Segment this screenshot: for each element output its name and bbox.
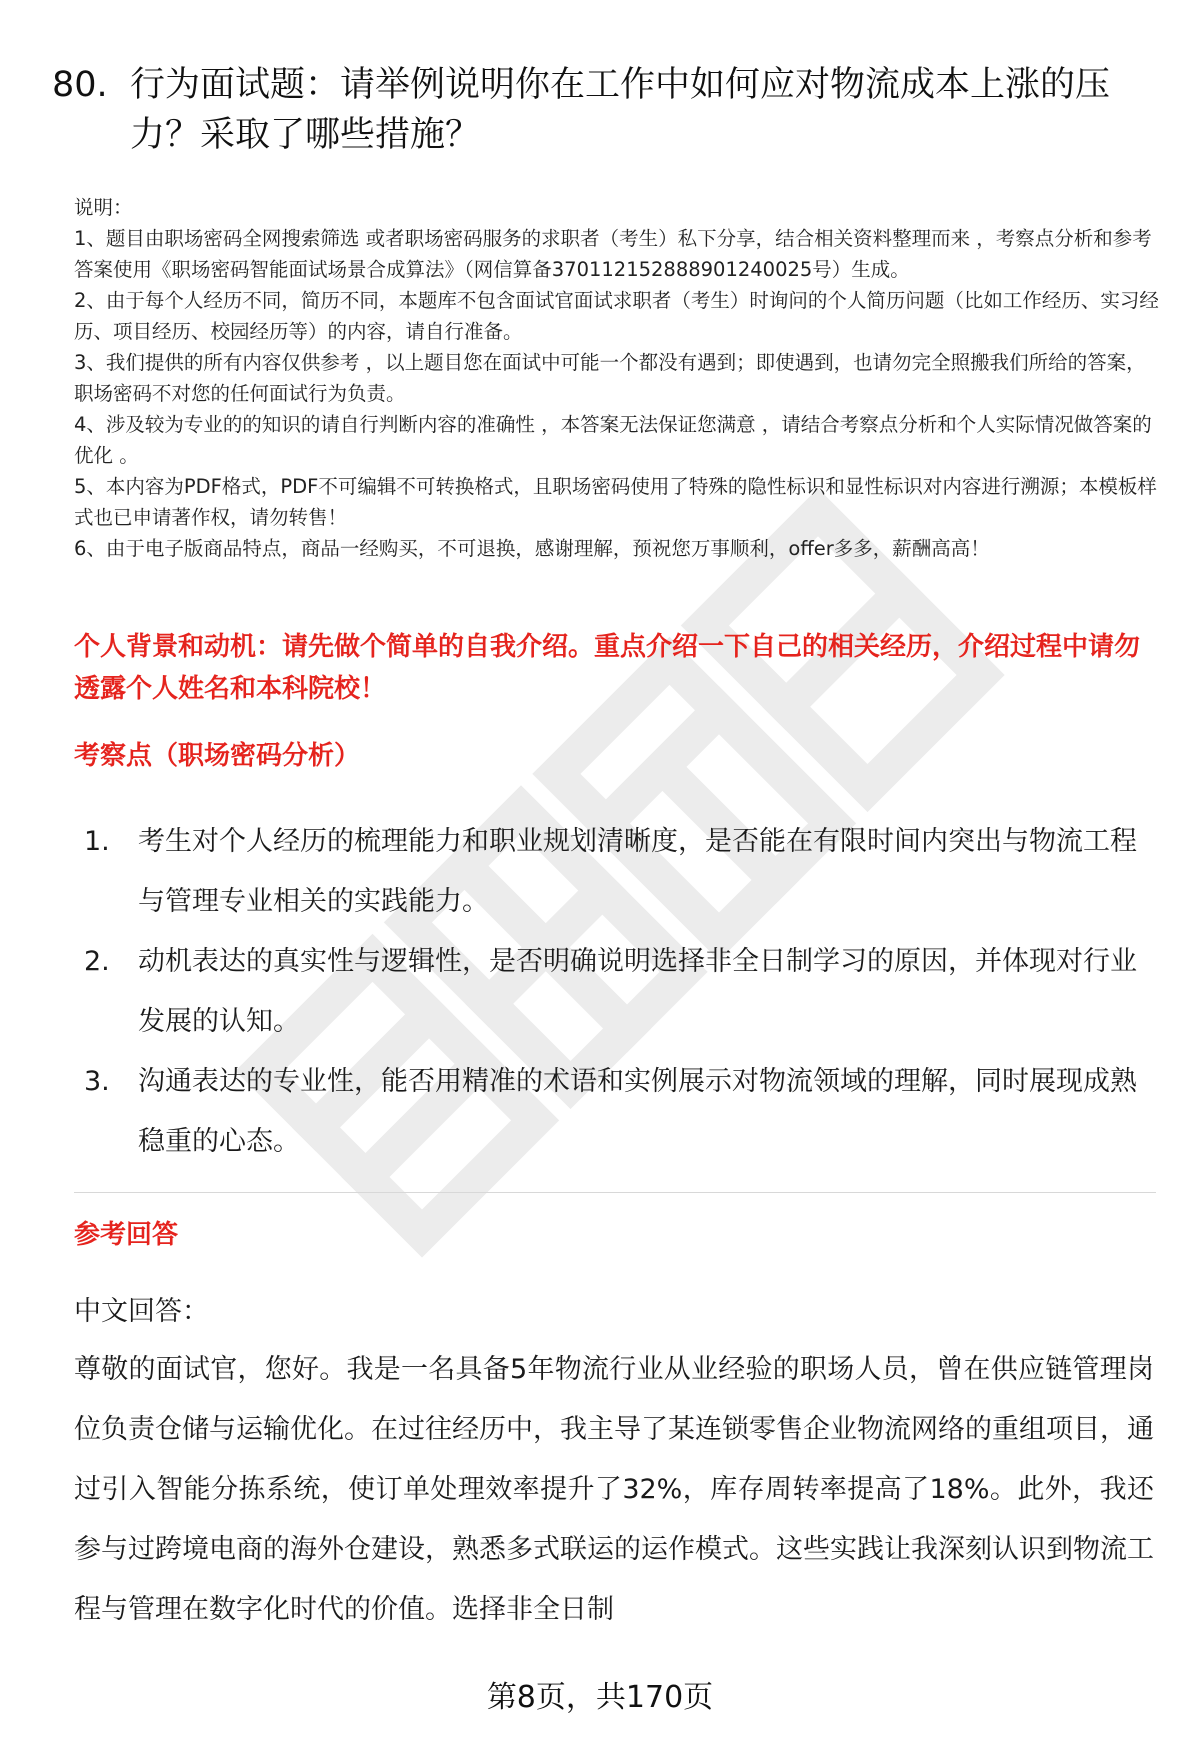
page-footer: 第8页，共170页 [486, 1680, 714, 1715]
note-item: 3、我们提供的所有内容仅供参考 ，以上题目您在面试中可能一个都没有遇到；即使遇到，也请勿完全照搬我们所给的答案，职场密码不对您的任何面试行为负责。 [74, 351, 1146, 405]
point-number: 2. [84, 946, 110, 977]
list-item [74, 932, 1154, 1052]
note-item: 2、由于每个人经历不同，简历不同，本题库不包含面试官面试求职者（考生）时询问的个人简历问题（比如工作经历、实习经历、项目经历、校园经历等）的内容，请自行准备。 [74, 289, 1159, 343]
reference-label: 参考回答 [74, 1220, 179, 1250]
point-text: 沟通表达的专业性，能否用精准的术语和实例展示对物流领域的理解，同时展现成熟稳重的心态。 [138, 1066, 1137, 1157]
section-divider [74, 1192, 1156, 1193]
note-item: 4、涉及较为专业的的知识的请自行判断内容的准确性 ，本答案无法保证您满意 ，请结合考察点分析和个人实际情况做答案的优化 。 [74, 413, 1152, 467]
notes-heading: 说明： [74, 196, 133, 219]
note-item: 6、由于电子版商品特点，商品一经购买，不可退换，感谢理解，预祝您万事顺利，offer多多，薪酬高高！ [74, 537, 990, 560]
answer-sub-label: 中文回答： [74, 1296, 209, 1327]
point-number: 3. [84, 1066, 110, 1097]
point-number: 1. [84, 826, 110, 857]
point-text: 动机表达的真实性与逻辑性，是否明确说明选择非全日制学习的原因，并体现对行业发展的认知。 [138, 946, 1137, 1037]
notes-block [74, 192, 1164, 564]
point-text: 考生对个人经历的梳理能力和职业规划清晰度，是否能在有限时间内突出与物流工程与管理专业相关的实践能力。 [138, 826, 1137, 917]
answer-body: 尊敬的面试官，您好。我是一名具备5年物流行业从业经验的职场人员，曾在供应链管理岗位负责仓储与运输优化。在过往经历中，我主导了某连锁零售企业物流网络的重组项目，通过引入智能分拣系统，使订单处理效率提升了32%，库存周转率提高了18%。此外，我还参与过跨境电商的海外仓建设，熟悉多式联运的运作模式。这些实践让我深刻认识到物流工程与管理在数字化时代的价值。选择非全日制 [74, 1354, 1154, 1625]
question-title [52, 60, 1162, 160]
note-item: 1、题目由职场密码全网搜索筛选 或者职场密码服务的求职者（考生）私下分享，结合相关资料整理而来 ，考察点分析和参考答案使用《职场密码智能面试场景合成算法》（网信算备370112152888901240025号）生成。 [74, 227, 1152, 281]
question-text: 行为面试题：请举例说明你在工作中如何应对物流成本上涨的压力？采取了哪些措施？ [130, 65, 1111, 155]
note-item: 5、本内容为PDF格式，PDF不可编辑不可转换格式，且职场密码使用了特殊的隐性标识和显性标识对内容进行溯源；本模板样式也已申请著作权，请勿转售！ [74, 475, 1157, 529]
assessment-label: 考察点（职场密码分析） [74, 741, 361, 771]
list-item [74, 1052, 1154, 1172]
list-item [74, 812, 1154, 932]
assessment-points [74, 812, 1154, 1172]
question-number: 80. [52, 65, 108, 105]
background-heading: 个人背景和动机：请先做个简单的自我介绍。重点介绍一下自己的相关经历，介绍过程中请勿透露个人姓名和本科院校！ [74, 632, 1141, 704]
